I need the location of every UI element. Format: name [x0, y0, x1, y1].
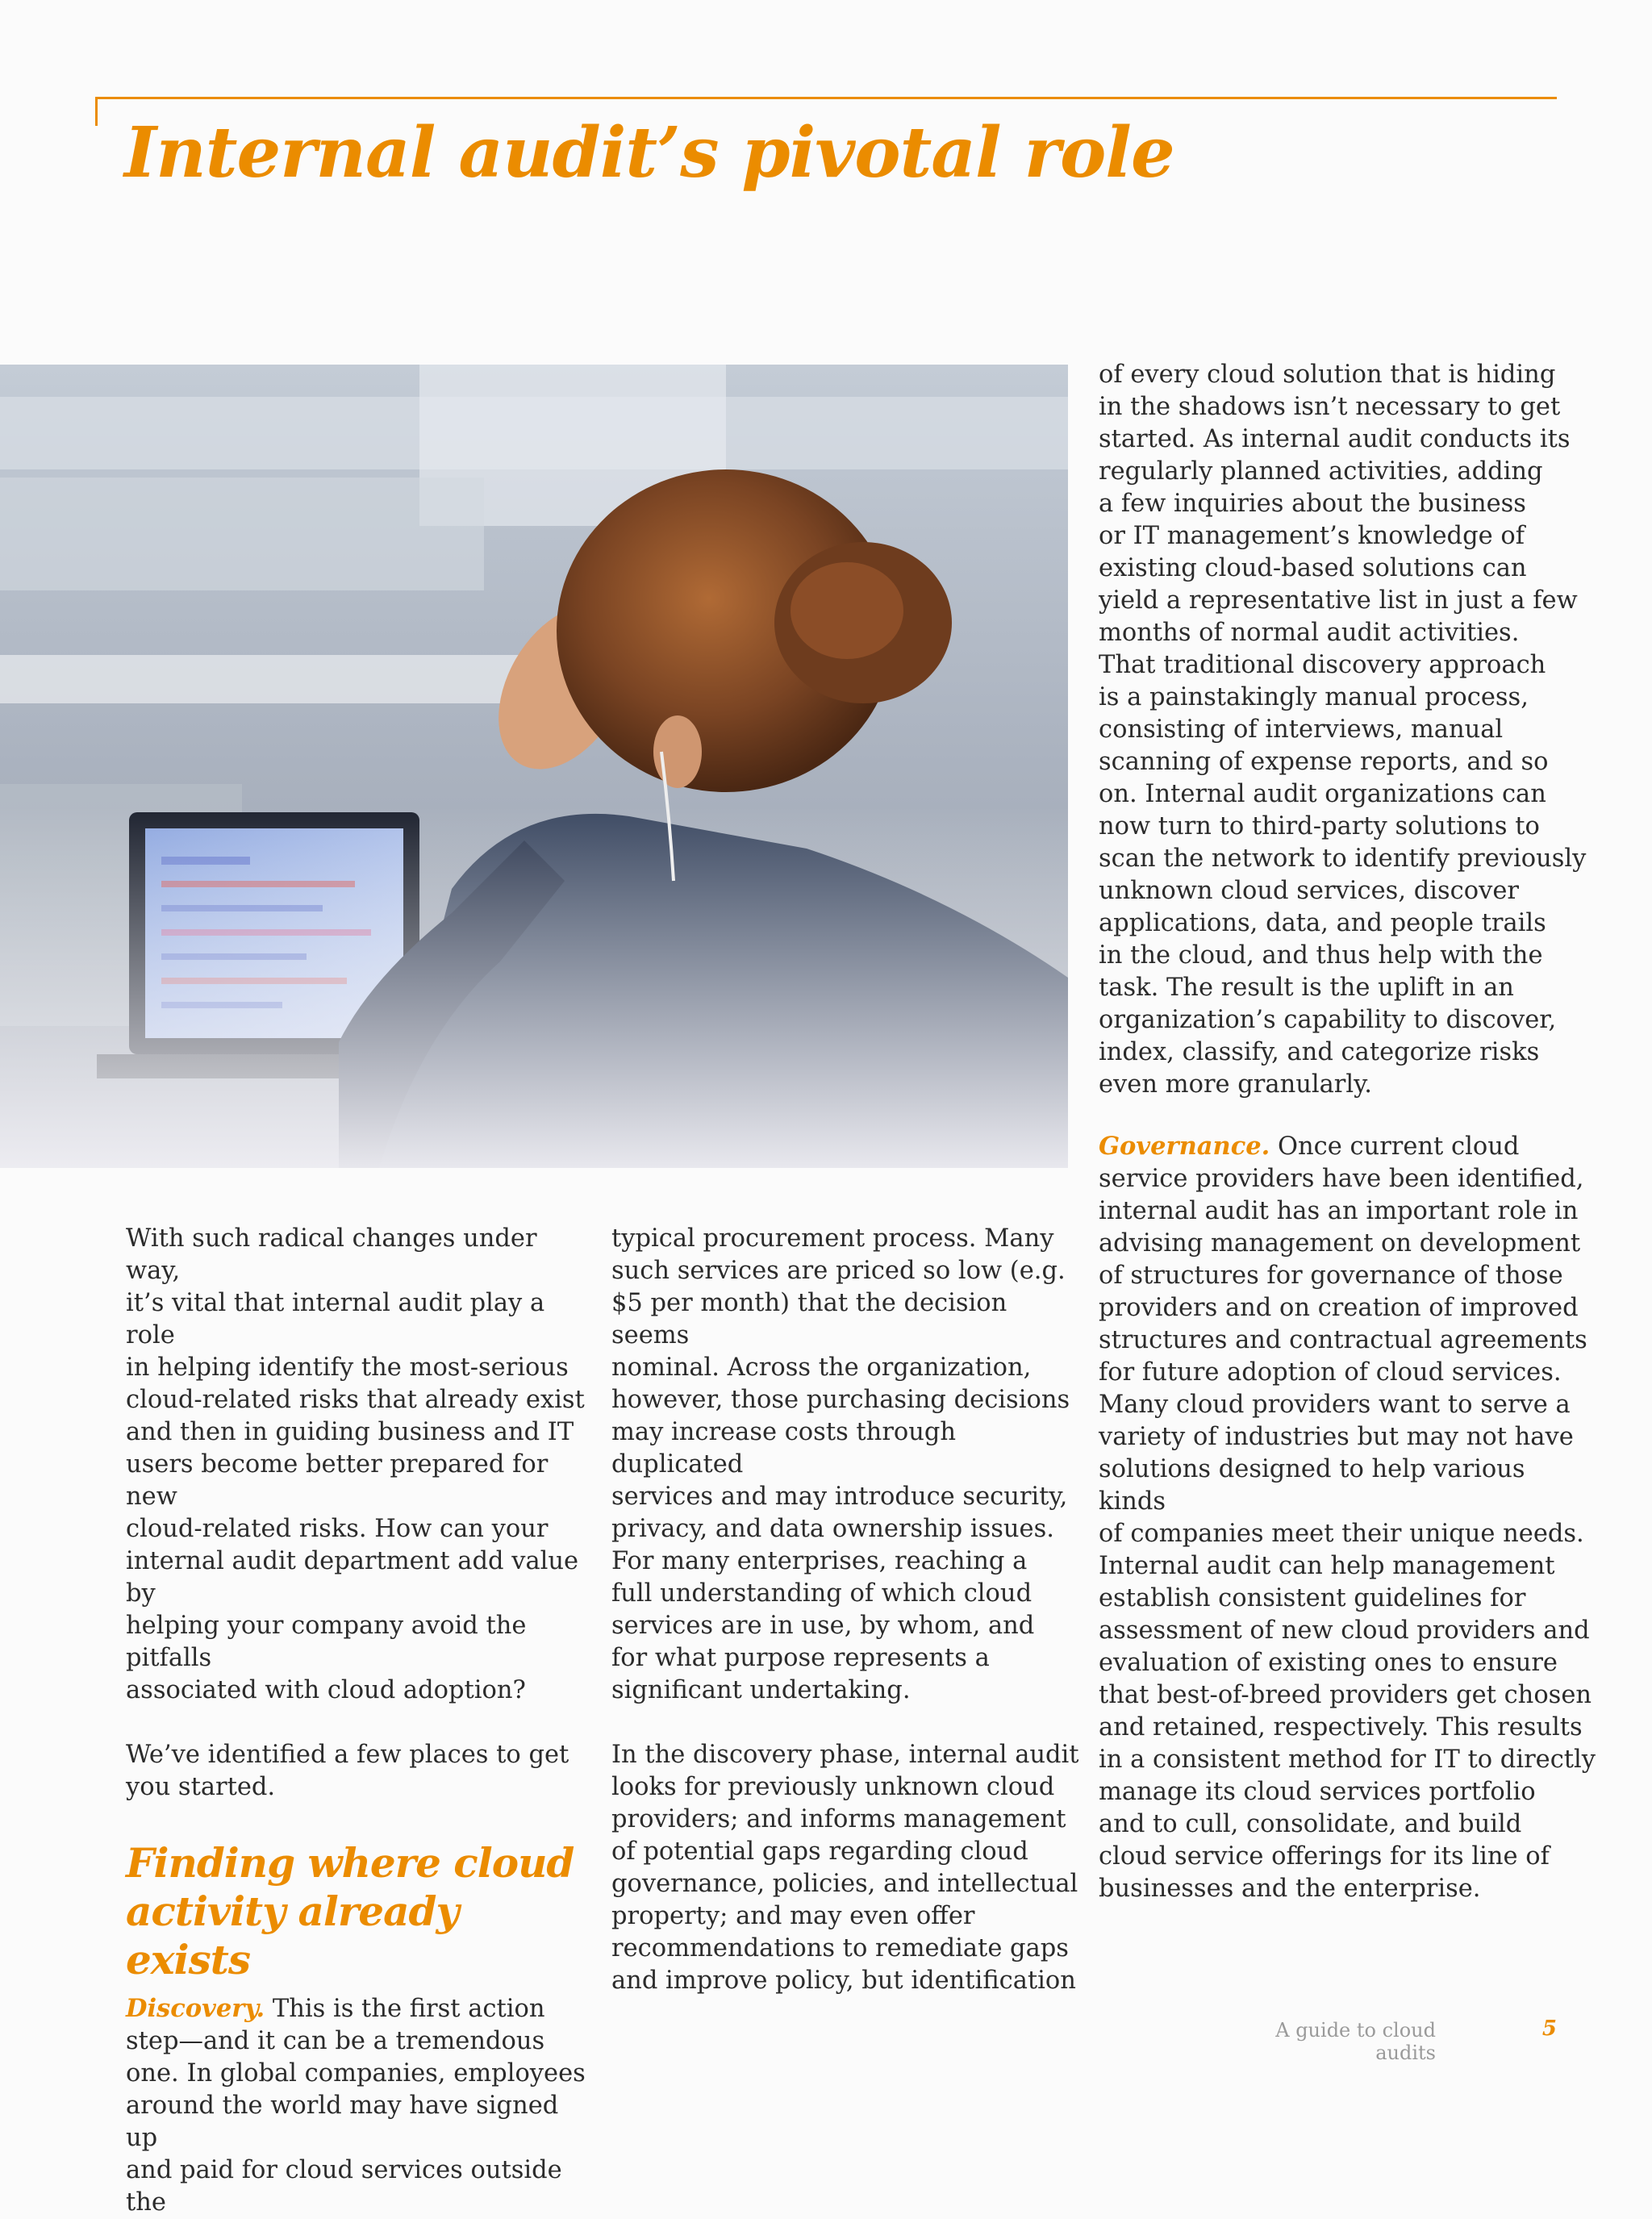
column-3: [1099, 359, 1599, 1905]
intro-paragraph: With such radical changes under way, it’s vital that internal audit play a role in helping identify the most-serious cloud-related risks that already exist and then in guiding business and IT users become better prepared for new cloud-related risks. How can your internal audit department add value by helping your company avoid the pitfalls associated with cloud adoption?: [126, 1224, 585, 1704]
footer-guide-title: A guide to cloud audits: [1275, 2019, 1436, 2064]
discovery-phase-paragraph: In the discovery phase, internal audit looks for previously unknown cloud providers; and informs management of potential gaps regarding cloud governance, policies, and intellectual property; and may even offer recommendations to remediate gaps and improve policy, but identification: [611, 1741, 1079, 1995]
governance-lead: Governance.: [1099, 1132, 1270, 1161]
header-rule-tick: [95, 97, 98, 126]
page-title: Internal audit’s pivotal role: [124, 112, 1174, 194]
discovery-lead: Discovery.: [126, 1994, 265, 2023]
page-number: 5: [1541, 2017, 1557, 2041]
discovery-text: This is the first action step—and it can be a tremendous one. In global companies, employees around the world may have signed up and paid for cloud services outside the: [126, 1995, 586, 2217]
column-1: [126, 1223, 594, 2219]
procurement-paragraph: typical procurement process. Many such services are priced so low (e.g. $5 per month) that the decision seems nominal. Across the organization, however, those purchasing decisions may increase costs through duplicated services and may introduce security, privacy, and data ownership issues. For many enterprises, reaching a full understanding of which cloud services are in use, by whom, and for what purpose represents a significant undertaking.: [611, 1224, 1070, 1704]
intro-paragraph-2: We’ve identified a few places to get you started.: [126, 1741, 569, 1801]
photo-woman-at-computer: [0, 365, 1068, 1168]
section-heading: Finding where cloud activity already exists: [126, 1839, 574, 1983]
column-2: [611, 1223, 1079, 1997]
discovery-paragraph: [126, 1992, 594, 2219]
governance-paragraph: [1099, 1130, 1599, 1905]
identification-paragraph: of every cloud solution that is hiding in the shadows isn’t necessary to get started. As internal audit conducts its regularly planned activities, adding a few inquiries about the business or IT management’s knowledge of existing cloud-based solutions can yield a representative list in just a few months of normal audit activities. That traditional discovery approach is a painstakingly manual process, consisting of interviews, manual scanning of expense reports, and so on. Internal audit organizations can now turn to third-party solutions to scan the network to identify previously unknown cloud services, discover applications, data, and people trails in the cloud, and thus help with the task. The result is the uplift in an organization’s capability to discover, index, classify, and categorize risks even more granularly.: [1099, 361, 1587, 1099]
header-rule: [95, 97, 1557, 99]
governance-text: Once current cloud service providers have been identified, internal audit has an important role in advising management on development of structures for governance of those providers and on creation of improved structures and contractual agreements for future adoption of cloud services. Many cloud providers want to serve a variety of industries but may not have solutions designed to help various kinds of companies meet their unique needs. Internal audit can help management establish consistent guidelines for assessment of new cloud providers and evaluation of existing ones to ensure that best-of-breed providers get chosen and retained, respectively. This results in a consistent method for IT to directly manage its cloud services portfolio and to cull, consolidate, and build cloud service offerings for its line of businesses and the enterprise.: [1099, 1132, 1596, 1903]
